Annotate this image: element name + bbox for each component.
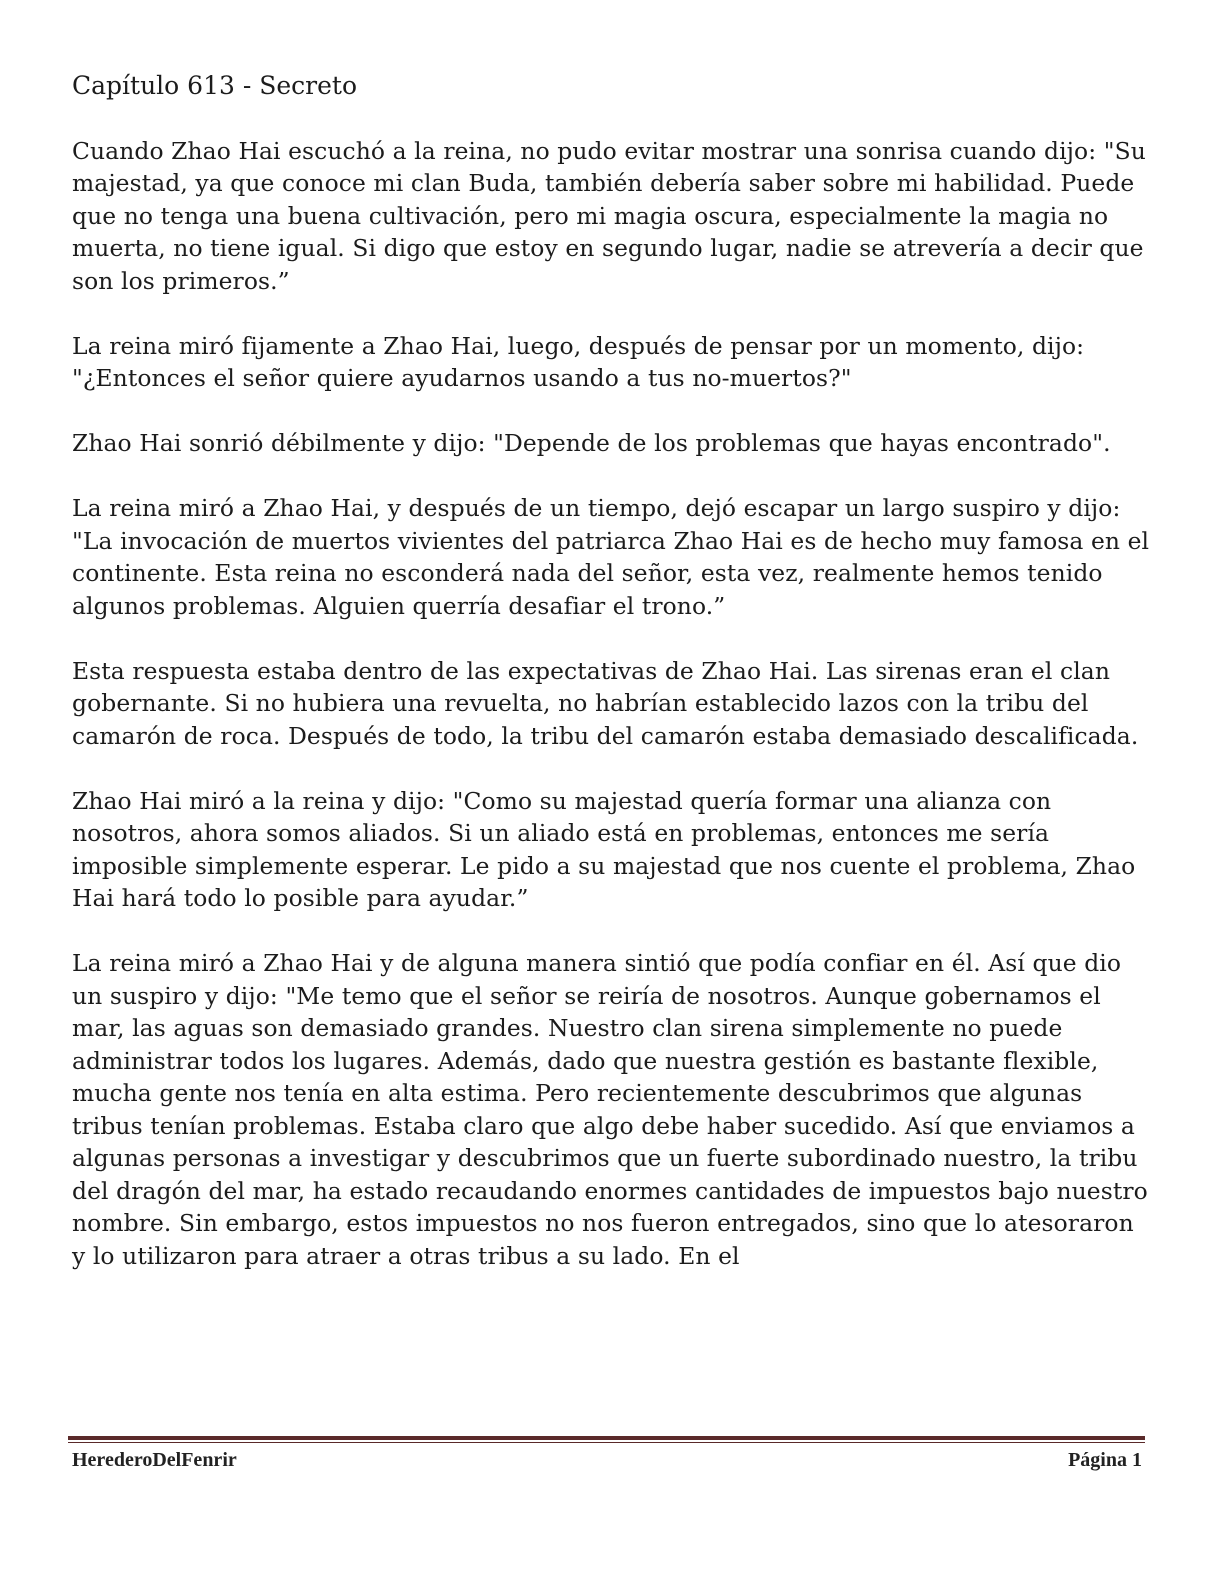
- paragraph-7: La reina miró a Zhao Hai y de alguna manera sintió que podía confiar en él. Así que dio un suspiro y dijo: "Me temo que el señor se reiría de nosotros. Aunque gobernamos el mar, las aguas son demasiado grandes. Nuestro clan sirena simplemente no puede administrar todos los lugares. Además, dado que nuestra gestión es bastante flexible, mucha gente nos tenía en alta estima. Pero recientemente descubrimos que algunas tribus tenían problemas. Estaba claro que algo debe haber sucedido. Así que enviamos a algunas personas a investigar y descubrimos que un fuerte subordinado nuestro, la tribu del dragón del mar, ha estado recaudando enormes cantidades de impuestos bajo nuestro nombre. Sin embargo, estos impuestos no nos fueron entregados, sino que lo atesoraron y lo utilizaron para atraer a otras tribus a su lado. En el: [72, 949, 1148, 1270]
- footer-divider-thick-line: [68, 1436, 1145, 1440]
- chapter-title: Capítulo 613 - Secreto: [72, 71, 357, 100]
- document-body: [72, 70, 1152, 1305]
- footer-divider-thin-line: [68, 1442, 1145, 1443]
- paragraph-5: Esta respuesta estaba dentro de las expectativas de Zhao Hai. Las sirenas eran el clan gobernante. Si no hubiera una revuelta, no habrían establecido lazos con la tribu del camarón de roca. Después de todo, la tribu del camarón estaba demasiado descalificada.: [72, 656, 1139, 750]
- paragraph-1: Cuando Zhao Hai escuchó a la reina, no pudo evitar mostrar una sonrisa cuando dijo: "Su majestad, ya que conoce mi clan Buda, también debería saber sobre mi habilidad. Puede que no tenga una buena cultivación, pero mi magia oscura, especialmente la magia no muerta, no tiene igual. Si digo que estoy en segundo lugar, nadie se atrevería a decir que son los primeros.”: [72, 136, 1146, 295]
- paragraph-2: La reina miró fijamente a Zhao Hai, luego, después de pensar por un momento, dijo: "¿Entonces el señor quiere ayudarnos usando a tus no-muertos?": [72, 331, 1085, 392]
- paragraph-4: La reina miró a Zhao Hai, y después de un tiempo, dejó escapar un largo suspiro y dijo: "La invocación de muertos vivientes del patriarca Zhao Hai es de hecho muy famosa en el continente. Esta reina no esconderá nada del señor, esta vez, realmente hemos tenido algunos problemas. Alguien querría desafiar el trono.”: [72, 494, 1150, 620]
- footer-divider: [68, 1436, 1145, 1444]
- paragraph-6: Zhao Hai miró a la reina y dijo: "Como su majestad quería formar una alianza con nosotros, ahora somos aliados. Si un aliado está en problemas, entonces me sería imposible simplemente esperar. Le pido a su majestad que nos cuente el problema, Zhao Hai hará todo lo posible para ayudar.”: [72, 786, 1136, 912]
- paragraph-3: Zhao Hai sonrió débilmente y dijo: "Depende de los problemas que hayas encontrado".: [72, 429, 1111, 457]
- footer-page-number: Página 1: [1068, 1449, 1142, 1471]
- footer-author: HerederoDelFenrir: [72, 1449, 237, 1471]
